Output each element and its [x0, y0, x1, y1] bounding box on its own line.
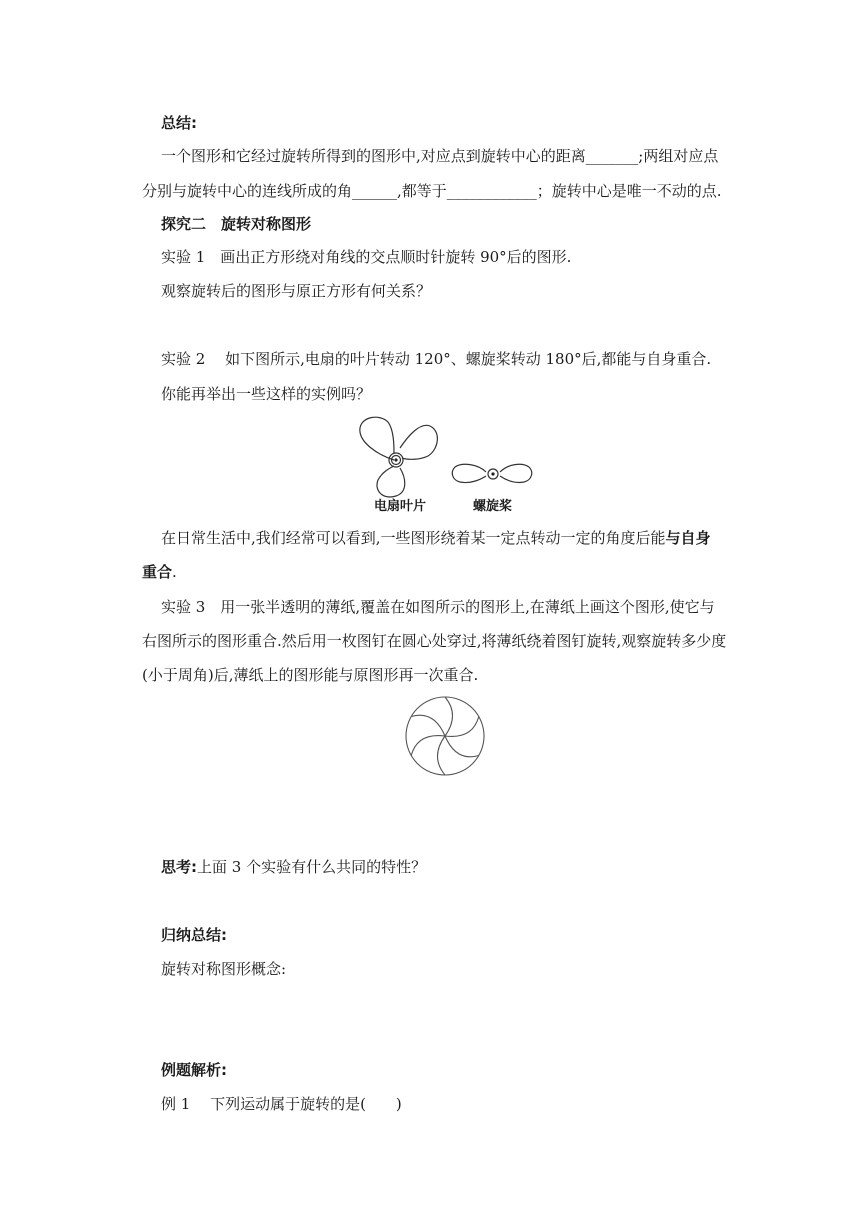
circle-arc-6 [411, 715, 445, 736]
examples-heading: 例题解析: [161, 1061, 227, 1079]
experiment-3-line-2: 右图所示的图形重合.然后用一枚图钉在圆心处穿过,将薄纸绕着图钉旋转,观察旋转多少度 [142, 632, 727, 650]
daily-life-line-2 [142, 562, 177, 582]
circle-arc-3 [445, 736, 479, 757]
propeller-blade-right [500, 464, 532, 482]
daily-life-end: . [172, 563, 177, 581]
propeller-blade-left [452, 464, 486, 482]
concept-text: 旋转对称图形概念: [161, 960, 287, 978]
summary-line-2: 分别与旋转中心的连线所成的角______,都等于____________；旋转中心是唯一不动的点. [142, 182, 722, 200]
fan-blade-right [400, 425, 437, 459]
circle-arc-4 [438, 736, 446, 775]
experiment-3-line-3: (小于周角)后,薄纸上的图形能与原图形再一次重合. [142, 666, 479, 684]
explore2-heading: 探究二 旋转对称图形 [161, 215, 312, 233]
conclusion-heading: 归纳总结: [161, 926, 227, 944]
think-text: 上面 3 个实验有什么共同的特性？ [197, 858, 427, 876]
experiment-1-question: 观察旋转后的图形与原正方形有何关系？ [161, 282, 432, 300]
fan-blade-bottom [377, 466, 405, 497]
summary-heading: 总结: [161, 114, 197, 132]
fan-caption: 电扇叶片 [374, 499, 427, 514]
fan-blades-figure [350, 410, 450, 500]
think-label: 思考: [161, 858, 197, 876]
fan-blade-left [360, 417, 394, 460]
rotational-circle-figure [402, 693, 488, 779]
experiment-3-line-1: 实验 3 用一张半透明的薄纸,覆盖在如图所示的图形上,在薄纸上画这个图形,使它与 [161, 598, 715, 616]
propeller-caption: 螺旋桨 [473, 499, 513, 514]
experiment-2-question: 你能再举出一些这样的实例吗？ [161, 385, 372, 403]
experiment-1-text: 实验 1 画出正方形绕对角线的交点顺时针旋转 90°后的图形. [161, 248, 572, 266]
daily-life-text: 在日常生活中,我们经常可以看到,一些图形绕着某一定点转动一定的角度后能 [161, 529, 666, 547]
summary-line-1: 一个图形和它经过旋转所得到的图形中,对应点到旋转中心的距离_______;两组对应点 [161, 147, 719, 165]
propeller-figure [450, 458, 536, 492]
daily-life-bold-1: 与自身 [665, 529, 711, 547]
circle-arc-1 [445, 697, 453, 736]
example-1-text: 例 1 下列运动属于旋转的是( ) [161, 1095, 402, 1113]
daily-life-bold-2: 重合 [142, 563, 173, 581]
experiment-2-text: 实验 2 如下图所示,电扇的叶片转动 120°、螺旋桨转动 180°后,都能与自身重合. [161, 350, 712, 368]
daily-life-line-1 [161, 528, 711, 548]
think-line [161, 857, 426, 877]
